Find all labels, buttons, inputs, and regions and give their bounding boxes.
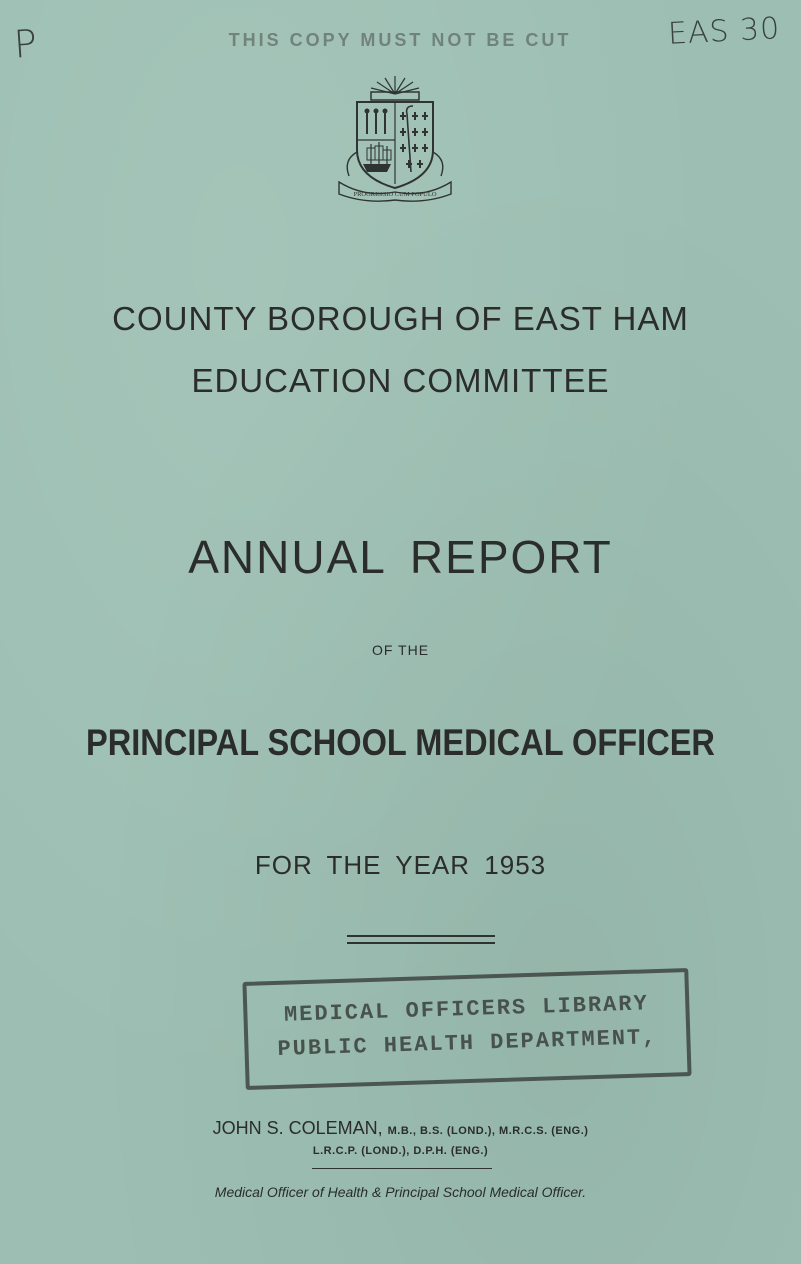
author-qualifications-1: M.B., B.S. (LOND.), M.R.C.S. (ENG.) [387, 1125, 589, 1137]
author-qualifications-2: L.R.C.P. (LOND.), D.P.H. (ENG.) [312, 1145, 489, 1157]
library-stamp [242, 968, 691, 1090]
author-line [0, 1118, 801, 1139]
coat-of-arms-icon [335, 72, 455, 202]
report-year: FOR THE YEAR 1953 [254, 850, 547, 880]
title-connector: OF THE [371, 642, 430, 658]
borough-name: COUNTY BOROUGH OF EAST HAM [112, 300, 689, 337]
committee-name: EDUCATION COMMITTEE [191, 362, 610, 399]
signature-divider [312, 1168, 492, 1169]
library-stamp-line2: PUBLIC HEALTH DEPARTMENT, [277, 1025, 658, 1062]
author-role: Medical Officer of Health & Principal School Medical Officer. [214, 1184, 587, 1200]
crest-motto: PROGRESSIO CUM POPULO [353, 191, 437, 198]
officer-title: PRINCIPAL SCHOOL MEDICAL OFFICER [86, 722, 715, 763]
library-stamp-line1: MEDICAL OFFICERS LIBRARY [283, 991, 650, 1028]
report-title: ANNUAL REPORT [188, 531, 613, 583]
handwritten-mark-left: P [12, 21, 39, 67]
double-divider [347, 935, 495, 944]
author-name: JOHN S. COLEMAN, [212, 1118, 383, 1138]
handwritten-catalogue-code: EAS 30 [667, 11, 782, 52]
top-stamp-text: THIS COPY MUST NOT BE CUT [228, 30, 572, 50]
